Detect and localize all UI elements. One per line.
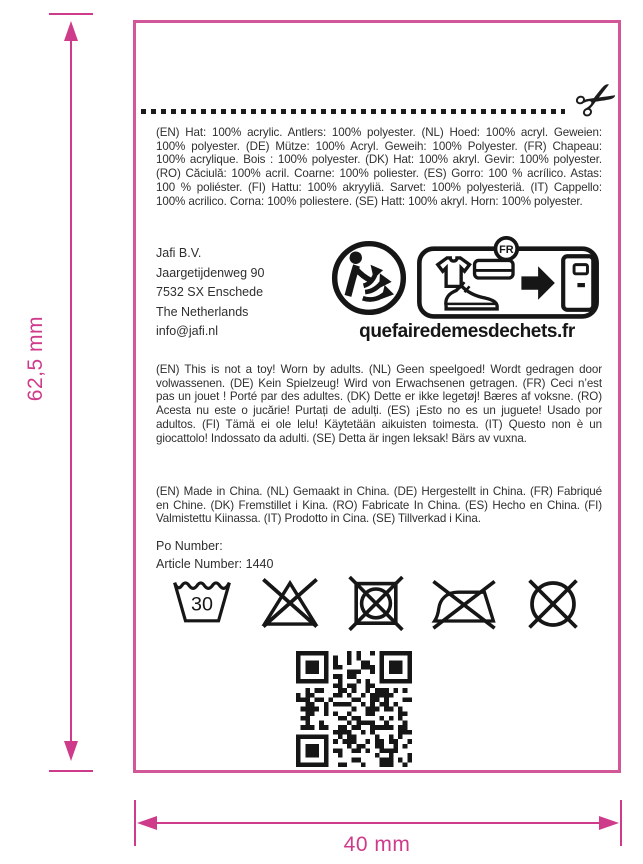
origin-text: (EN) Made in China. (NL) Gemaakt in China. (DE) Hergestellt in China. (FR) Fabriqué en Chine. (DK) Fremstillet i Kina. (RO) Fabricate In China. (ES) Hecho en China. (FI) Valmistettu Kiinassa. (IT) Prodotto in Cina. (SE) Tillverkad i Kina.	[156, 485, 602, 526]
wash-30-icon	[170, 575, 234, 631]
height-dim-arrow-up-icon	[64, 21, 78, 41]
article-number-label: Article Number:	[156, 557, 243, 571]
wash-temperature-label: 30	[191, 593, 213, 616]
collection-bin-icon	[563, 256, 593, 310]
do-not-tumble-dry-icon	[346, 575, 406, 633]
recycling-url: quefairedemesdechets.fr	[359, 321, 575, 342]
do-not-iron-icon	[431, 575, 497, 631]
width-dim-arrow-left-icon	[137, 816, 157, 830]
manufacturer-country: The Netherlands	[156, 304, 249, 319]
manufacturer-address	[156, 244, 264, 342]
height-dim-tick-bottom	[49, 770, 93, 772]
do-not-bleach-icon	[259, 575, 321, 631]
width-dim-arrow-right-icon	[599, 816, 619, 830]
cut-line	[141, 109, 565, 114]
article-number-value: 1440	[245, 557, 274, 571]
composition-text: (EN) Hat: 100% acrylic. Antlers: 100% polyester. (NL) Hoed: 100% acryl. Geweien: 100% polyester. (DE) Mütze: 100% Acryl. Geweih: 100% Polyester. (FR) Chapeau: 100% acrylique. Bois : 100% polyester. (DK) Hat: 100% akryl. Gevir: 100% polyester. (RO) Căciulă: 100% acril. Coarne: 100% poliester. (ES) Gorro: 100 % acrílico. Astas: 100 % poliéster. (FI) Hattu: 100% akryyliä. Sarvet: 100% polyesteriä. (IT) Cappello: 100% acrilico. Corna: 100% poliestere. (SE) Hatt: 100% akryl. Horn: 100% polyester.	[156, 126, 602, 208]
po-number: Po Number:	[156, 539, 223, 553]
height-dimension-label: 62,5 mm	[24, 316, 47, 402]
qr-code	[296, 651, 412, 767]
height-dim-arrow-down-icon	[64, 741, 78, 761]
folded-textile-icon	[475, 260, 513, 278]
width-dim-line	[142, 822, 614, 824]
textile-sorting-icon	[416, 236, 600, 320]
manufacturer-email: info@jafi.nl	[156, 324, 219, 338]
arrow-right-icon	[521, 266, 554, 299]
manufacturer-city: 7532 SX Enschede	[156, 285, 264, 299]
article-number	[156, 555, 273, 573]
triman-recycling-icon	[330, 239, 408, 317]
warning-text: (EN) This is not a toy! Worn by adults. (NL) Geen speelgoed! Wordt gedragen door volwassenen. (DE) Kein Spielzeug! Wird von Erwachsenen getragen. (FR) Ceci n’est pas un jouet ! Porté par des adultes. (DK) Dette er ikke legetøj! Bæres af voksne. (RO) Acesta nu este o jucărie! Purtați de adulți. (ES) ¡Esto no es un juguete! Usado por adultos. (FI) Tämä ei ole lelu! Käytetään aikuisten toimesta. (IT) Questo non è un giocattolo! Indossato da adulti. (SE) Detta är ingen leksak! Bärs av vuxna.	[156, 363, 602, 445]
do-not-dry-clean-icon	[522, 575, 584, 633]
fr-badge-label: FR	[499, 243, 514, 256]
height-dim-line	[70, 26, 72, 758]
care-label-sheet	[133, 20, 630, 773]
width-dimension-label: 40 mm	[343, 833, 411, 856]
scissors-icon: ✂	[564, 65, 630, 135]
height-dim-tick-top	[49, 13, 93, 15]
manufacturer-name: Jafi B.V.	[156, 246, 202, 260]
tshirt-icon	[438, 258, 470, 286]
care-symbols	[170, 575, 584, 633]
recycling-info-block	[330, 236, 604, 343]
manufacturer-street: Jaargetijdenweg 90	[156, 265, 265, 280]
